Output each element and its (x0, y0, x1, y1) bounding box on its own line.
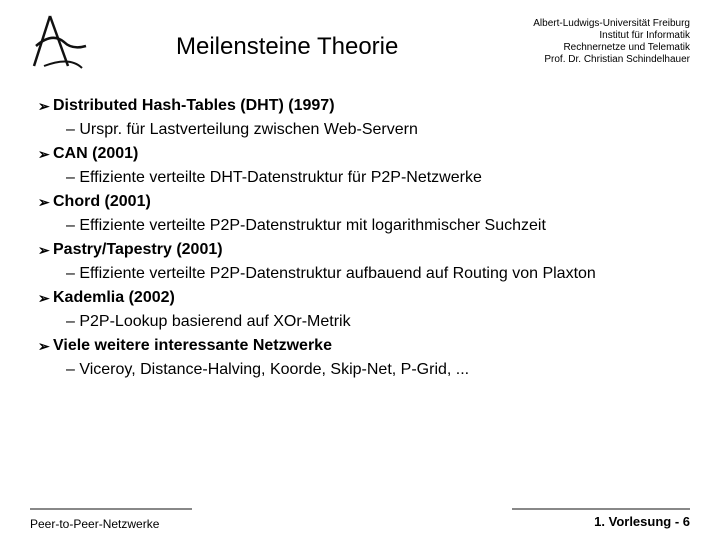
footer-page-number: 1. Vorlesung - 6 (512, 508, 690, 529)
item-heading: CAN (2001) (53, 145, 139, 162)
item-heading: Chord (2001) (53, 193, 151, 210)
slide-title: Meilensteine Theorie (176, 33, 399, 60)
affiliation-line: Albert-Ludwigs-Universität Freiburg (533, 18, 690, 29)
arrow-bullet-icon: ➢ (38, 146, 50, 162)
item-detail: – P2P-Lookup basierend auf XOr-Metrik (66, 313, 351, 330)
item-detail: – Effiziente verteilte P2P-Datenstruktur aufbauend auf Routing von Plaxton (66, 265, 596, 282)
list-item (38, 190, 698, 238)
affiliation-line: Prof. Dr. Christian Schindelhauer (544, 54, 690, 65)
arrow-bullet-icon: ➢ (38, 242, 50, 258)
arrow-bullet-icon: ➢ (38, 338, 50, 354)
affiliation-block (470, 18, 690, 66)
affiliation-line: Institut für Informatik (599, 30, 690, 41)
list-item (38, 94, 698, 142)
list-item (38, 238, 698, 286)
footer-course-title: Peer-to-Peer-Netzwerke (30, 508, 192, 531)
arrow-bullet-icon: ➢ (38, 98, 50, 114)
list-item (38, 286, 698, 334)
item-heading: Kademlia (2002) (53, 289, 175, 306)
item-heading: Viele weitere interessante Netzwerke (53, 337, 332, 354)
arrow-bullet-icon: ➢ (38, 194, 50, 210)
slide-content (38, 94, 698, 382)
university-logo-icon (30, 12, 90, 70)
arrow-bullet-icon: ➢ (38, 290, 50, 306)
item-detail: – Effiziente verteilte P2P-Datenstruktur mit logarithmischer Suchzeit (66, 217, 546, 234)
item-detail: – Urspr. für Lastverteilung zwischen Web-Servern (66, 121, 418, 138)
item-heading: Distributed Hash-Tables (DHT) (1997) (53, 97, 335, 114)
list-item (38, 334, 698, 382)
item-detail: – Viceroy, Distance-Halving, Koorde, Skip-Net, P-Grid, ... (66, 361, 470, 378)
item-detail: – Effiziente verteilte DHT-Datenstruktur für P2P-Netzwerke (66, 169, 482, 186)
affiliation-line: Rechnernetze und Telematik (563, 42, 690, 53)
list-item (38, 142, 698, 190)
item-heading: Pastry/Tapestry (2001) (53, 241, 223, 258)
